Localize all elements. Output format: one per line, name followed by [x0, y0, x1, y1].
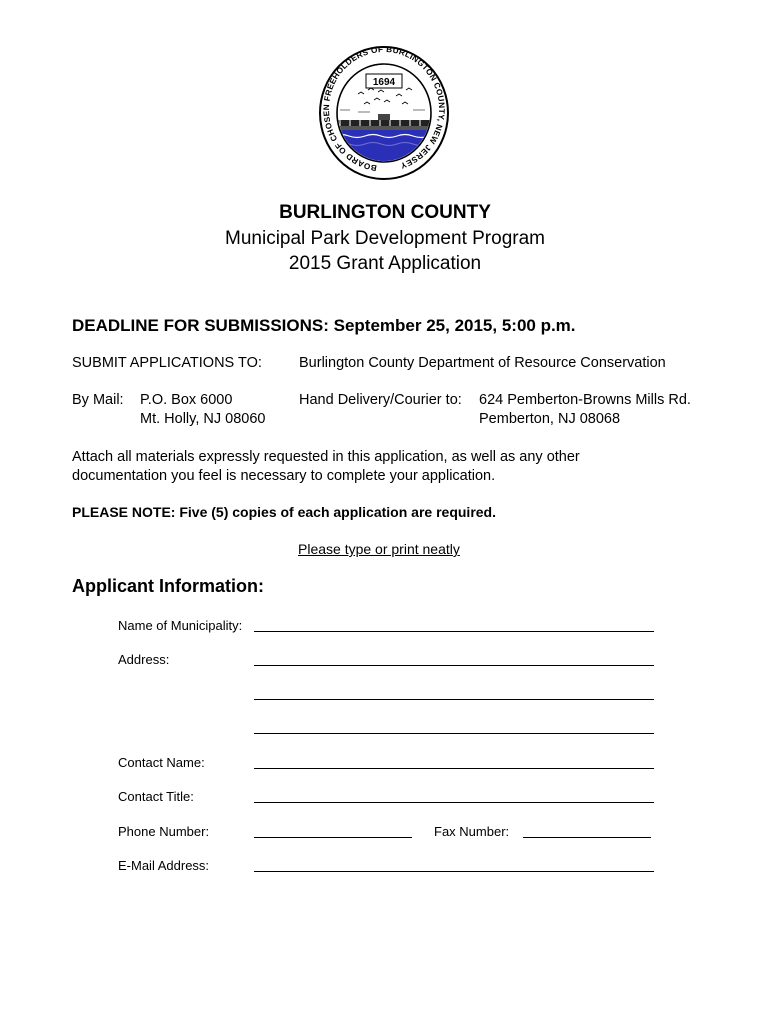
delivery-address-line2: Pemberton, NJ 08068 — [479, 411, 621, 427]
program-title: Municipal Park Development Program — [225, 228, 545, 249]
submit-label: SUBMIT APPLICATIONS TO: — [72, 355, 262, 371]
instructions-line2: documentation you feel is necessary to complete your application. — [72, 468, 496, 484]
fax-field[interactable] — [523, 837, 651, 838]
mail-label: By Mail: — [72, 392, 124, 408]
mail-address-line1: P.O. Box 6000 — [140, 392, 233, 408]
application-title: 2015 Grant Application — [288, 253, 482, 274]
seal-year: 1694 — [372, 77, 396, 88]
contact-title-label: Contact Title: — [118, 789, 194, 804]
copies-note: PLEASE NOTE: Five (5) copies of each application are required. — [72, 504, 496, 520]
delivery-label: Hand Delivery/Courier to: — [299, 392, 462, 408]
submit-department: Burlington County Department of Resource Conservation — [299, 355, 666, 371]
section-title: Applicant Information: — [72, 576, 264, 596]
print-neatly-note: Please type or print neatly — [298, 541, 460, 557]
phone-field[interactable] — [254, 837, 412, 838]
county-title: BURLINGTON COUNTY — [279, 202, 491, 223]
phone-label: Phone Number: — [118, 824, 210, 839]
contact-title-field[interactable] — [254, 802, 654, 803]
email-label: E-Mail Address: — [118, 858, 210, 873]
svg-text:BOARD OF CHOSEN FREEHOLDERS OF: BOARD OF CHOSEN FREEHOLDERS OF BURLINGTON COUNTY, NEW JERSEY — [321, 44, 447, 173]
county-seal — [318, 44, 450, 182]
contact-name-field[interactable] — [254, 768, 654, 769]
email-field[interactable] — [254, 871, 654, 872]
delivery-address-line1: 624 Pemberton-Browns Mills Rd. — [479, 392, 691, 408]
address-field-line2[interactable] — [254, 699, 654, 700]
municipality-field[interactable] — [254, 631, 654, 632]
fax-label: Fax Number: — [434, 824, 510, 839]
address-field-line1[interactable] — [254, 665, 654, 666]
contact-name-label: Contact Name: — [118, 755, 205, 770]
address-field-line3[interactable] — [254, 733, 654, 734]
mail-address-line2: Mt. Holly, NJ 08060 — [140, 411, 266, 427]
address-label: Address: — [118, 652, 170, 667]
municipality-label: Name of Municipality: — [118, 618, 243, 633]
instructions-line1: Attach all materials expressly requested in this application, as well as any other — [72, 449, 580, 465]
deadline-heading: DEADLINE FOR SUBMISSIONS: September 25, 2015, 5:00 p.m. — [72, 316, 576, 335]
